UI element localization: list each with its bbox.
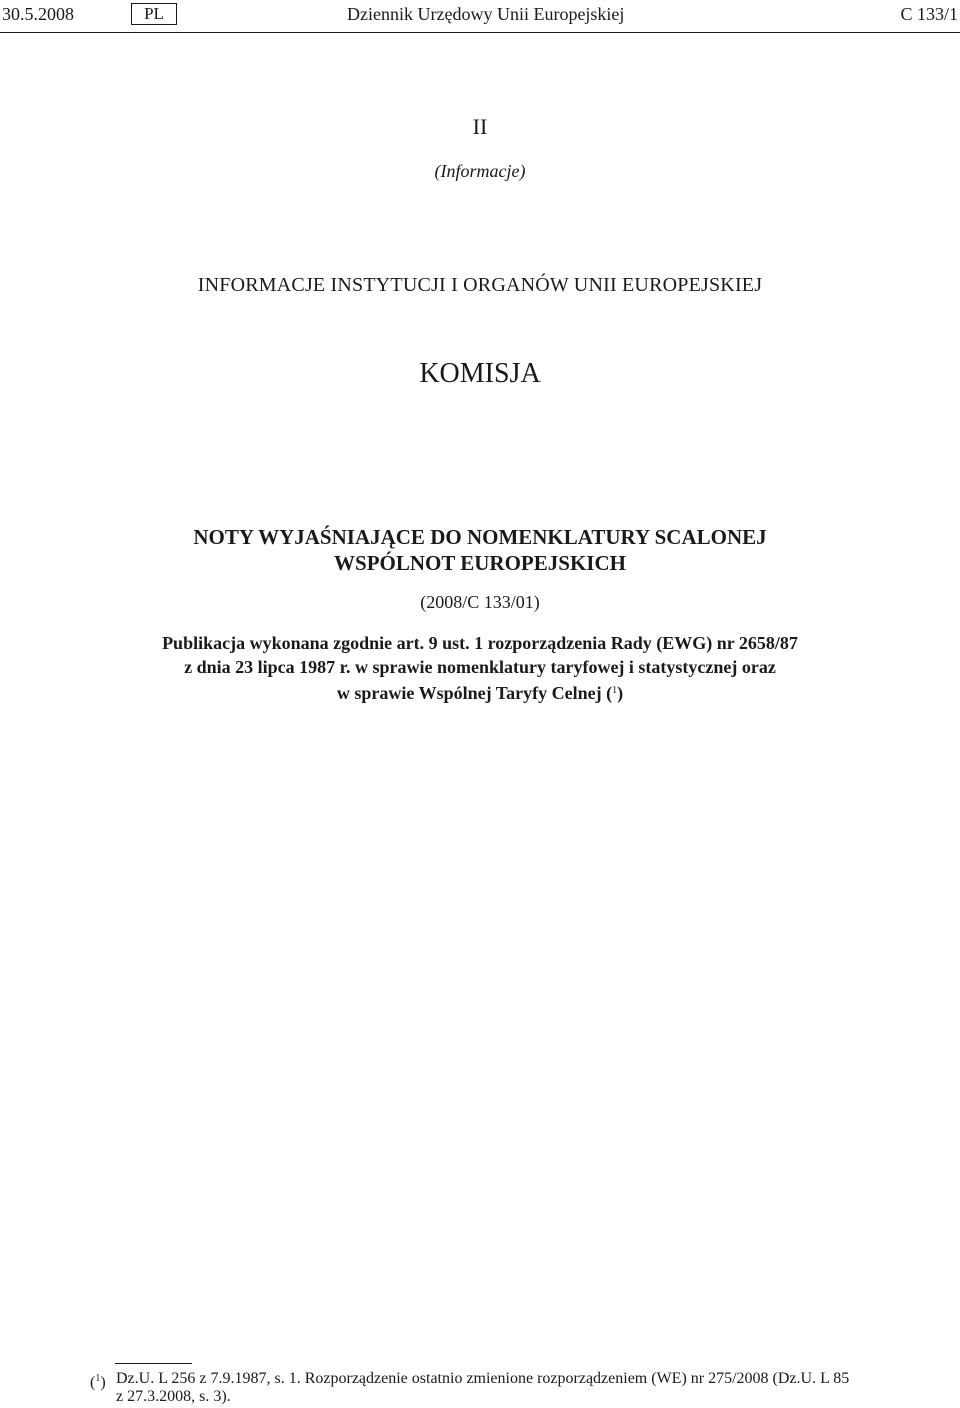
document-number: (2008/C 133/01) — [420, 592, 540, 612]
legal-basis — [0, 631, 960, 705]
footnote-rule — [115, 1363, 192, 1364]
document-title — [0, 524, 960, 576]
journal-reference: C 133/1 — [900, 4, 958, 24]
footnote-text — [116, 1370, 886, 1406]
legal-basis-close: ) — [617, 683, 624, 703]
legal-basis-line-2: z dnia 23 lipca 1987 r. w sprawie nomenklatury taryfowej i statystycznej oraz — [184, 657, 776, 677]
footnote-marker-number: 1 — [95, 1373, 101, 1384]
publication-date: 30.5.2008 — [2, 4, 74, 24]
footnote-marker-open: ( — [90, 1374, 96, 1391]
footnote-marker — [90, 1370, 106, 1392]
page-header — [0, 0, 960, 32]
part-subtitle: (Informacje) — [434, 161, 526, 181]
document-title-line-2: WSPÓLNOT EUROPEJSKICH — [334, 551, 626, 575]
footnote-line-1: Dz.U. L 256 z 7.9.1987, s. 1. Rozporządzenie ostatnio zmienione rozporządzeniem (WE) nr 275/2008 (Dz.U. L 85 — [116, 1370, 850, 1387]
language-badge: PL — [131, 3, 177, 25]
journal-title: Dziennik Urzędowy Unii Europejskiej — [347, 4, 625, 24]
footnote-line-2: z 27.3.2008, s. 3). — [116, 1388, 231, 1405]
footnote-reference[interactable]: 1 — [612, 685, 618, 696]
legal-basis-line-3 — [0, 679, 960, 705]
section-title: INFORMACJE INSTYTUCJI I ORGANÓW UNII EUROPEJSKIEJ — [197, 274, 763, 296]
institution-title: KOMISJA — [419, 358, 541, 389]
footnote-marker-close: ) — [100, 1374, 106, 1391]
part-number: II — [472, 114, 488, 139]
legal-basis-line-1: Publikacja wykonana zgodnie art. 9 ust. 1 rozporządzenia Rady (EWG) nr 2658/87 — [162, 633, 798, 653]
header-rule — [0, 32, 960, 33]
document-title-line-1: NOTY WYJAŚNIAJĄCE DO NOMENKLATURY SCALONEJ — [193, 525, 767, 549]
legal-basis-line-3-text: w sprawie Wspólnej Taryfy Celnej ( — [336, 683, 613, 703]
